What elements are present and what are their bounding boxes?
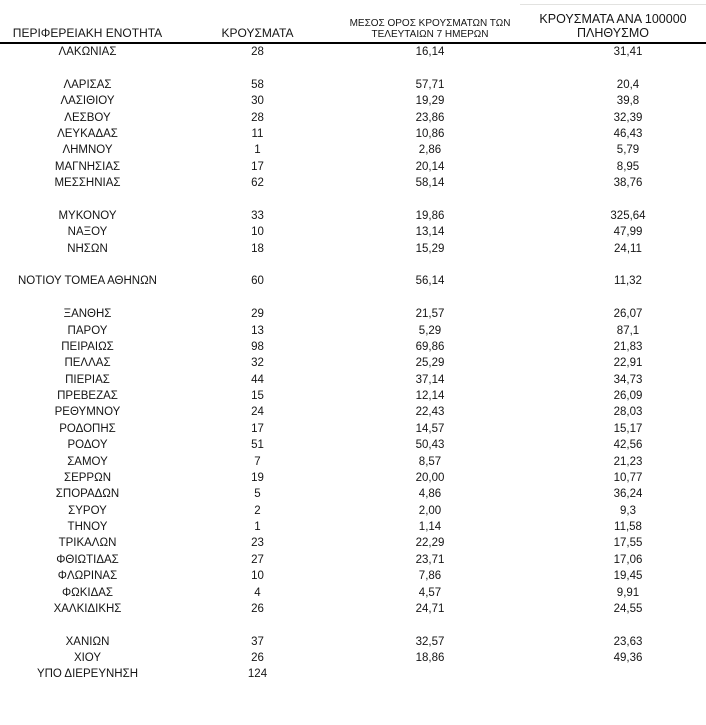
per100k-cell: 11,32	[614, 275, 642, 288]
cases-cell: 15	[251, 390, 264, 403]
avg7-cell: 4,57	[418, 586, 442, 599]
table-row-spacer	[0, 191, 706, 207]
table-row	[0, 519, 706, 535]
avg7-cell: 8,57	[418, 455, 442, 468]
per100k-cell: 22,91	[613, 357, 643, 370]
table-row	[0, 470, 706, 486]
per100k-cell: 17,55	[613, 537, 643, 550]
table-header-row	[0, 0, 706, 44]
cases-cell: 60	[251, 275, 264, 288]
region-cell: ΥΠΟ ΔΙΕΡΕΥΝΗΣΗ	[36, 668, 139, 681]
avg7-cell: 57,71	[415, 78, 445, 91]
region-cell: ΤΗΝΟΥ	[67, 521, 108, 534]
per100k-cell: 20,4	[616, 78, 640, 91]
cases-cell: 11	[251, 128, 264, 141]
per100k-cell: 46,43	[613, 128, 643, 141]
cases-cell: 26	[251, 602, 264, 615]
avg7-cell: 20,14	[415, 160, 445, 173]
per100k-cell: 5,79	[616, 144, 640, 157]
avg7-cell: 22,29	[415, 537, 445, 550]
cases-cell: 29	[251, 308, 264, 321]
region-cell: ΜΑΓΝΗΣΙΑΣ	[54, 160, 121, 173]
per100k-cell: 17,06	[613, 553, 643, 566]
cases-cell: 30	[251, 95, 264, 108]
avg7-cell: 5,29	[418, 324, 442, 337]
column-header-avg7-line1: ΜΕΣΟΣ ΟΡΟΣ ΚΡΟΥΣΜΑΤΩΝ ΤΩΝ	[349, 17, 511, 29]
avg7-cell: 69,86	[415, 340, 445, 353]
cases-cell: 51	[251, 439, 264, 452]
table-row	[0, 421, 706, 437]
cases-cell: 23	[251, 537, 264, 550]
table-row	[0, 355, 706, 371]
cases-cell: 17	[251, 160, 264, 173]
table-row	[0, 175, 706, 191]
table-row	[0, 503, 706, 519]
region-cell: ΦΩΚΙΔΑΣ	[61, 586, 114, 599]
cases-cell: 27	[251, 553, 264, 566]
cases-cell: 4	[254, 586, 261, 599]
region-cell: ΣΑΜΟΥ	[67, 455, 108, 468]
table-row	[0, 453, 706, 469]
region-cell: ΠΕΛΛΑΣ	[64, 357, 111, 370]
column-header-per100k	[520, 12, 706, 40]
per100k-cell: 21,83	[613, 340, 643, 353]
region-cell: ΠΙΕΡΙΑΣ	[65, 373, 110, 386]
region-cell: ΛΑΚΩΝΙΑΣ	[58, 46, 117, 59]
region-cell: ΠΕΙΡΑΙΩΣ	[61, 340, 114, 353]
avg7-cell: 10,86	[415, 128, 445, 141]
region-cell: ΜΥΚΟΝΟΥ	[58, 209, 117, 222]
avg7-cell: 13,14	[415, 226, 445, 239]
per100k-cell: 34,73	[613, 373, 643, 386]
table-row	[0, 535, 706, 551]
table-row	[0, 224, 706, 240]
region-cell: ΡΟΔΟΥ	[67, 439, 108, 452]
table-row	[0, 650, 706, 666]
table-row-spacer	[0, 617, 706, 633]
cases-cell: 26	[251, 652, 264, 665]
avg7-cell: 19,86	[415, 209, 445, 222]
table-rows	[0, 44, 706, 683]
table-row	[0, 339, 706, 355]
avg7-cell: 4,86	[418, 488, 442, 501]
region-cell: ΠΡΕΒΕΖΑΣ	[57, 390, 118, 403]
region-cell: ΛΗΜΝΟΥ	[62, 144, 113, 157]
cases-cell: 62	[251, 177, 264, 190]
per100k-cell: 47,99	[613, 226, 643, 239]
cases-cell: 1	[254, 521, 261, 534]
per100k-cell: 325,64	[610, 209, 646, 222]
table-row	[0, 437, 706, 453]
per100k-cell: 36,24	[613, 488, 643, 501]
table-row	[0, 552, 706, 568]
table-row	[0, 306, 706, 322]
per100k-cell: 39,8	[616, 95, 640, 108]
cases-cell: 5	[254, 488, 261, 501]
region-cell: ΝΗΣΩΝ	[67, 242, 108, 255]
table-row	[0, 601, 706, 617]
avg7-cell: 2,00	[418, 504, 442, 517]
per100k-cell: 26,07	[613, 308, 643, 321]
avg7-cell: 14,57	[415, 422, 445, 435]
table-row	[0, 208, 706, 224]
per100k-cell: 19,45	[613, 570, 643, 583]
avg7-cell: 25,29	[415, 357, 445, 370]
region-cell: ΝΑΞΟΥ	[67, 226, 108, 239]
table-row	[0, 372, 706, 388]
avg7-cell: 58,14	[415, 177, 445, 190]
region-cell: ΧΑΛΚΙΔΙΚΗΣ	[53, 602, 122, 615]
table-row	[0, 159, 706, 175]
per100k-cell: 87,1	[616, 324, 640, 337]
region-cell: ΛΑΣΙΘΙΟΥ	[60, 95, 115, 108]
avg7-cell: 18,86	[415, 652, 445, 665]
table-row	[0, 44, 706, 60]
table-row	[0, 634, 706, 650]
cases-cell: 28	[251, 111, 264, 124]
avg7-cell: 21,57	[415, 308, 445, 321]
table-row	[0, 388, 706, 404]
avg7-cell: 16,14	[415, 46, 445, 59]
cases-cell: 33	[251, 209, 264, 222]
cases-cell: 19	[251, 471, 264, 484]
column-header-avg7-line2: ΤΕΛΕΥΤΑΙΩΝ 7 ΗΜΕΡΩΝ	[371, 28, 489, 40]
per100k-cell: 21,23	[613, 455, 643, 468]
region-cell: ΠΑΡΟΥ	[67, 324, 108, 337]
column-header-per100k-line1: ΚΡΟΥΣΜΑΤΑ ΑΝΑ 100000	[539, 12, 687, 26]
cases-cell: 17	[251, 422, 264, 435]
avg7-cell: 1,14	[418, 521, 442, 534]
table-row	[0, 584, 706, 600]
cases-cell: 1	[254, 144, 261, 157]
region-cell: ΝΟΤΙΟΥ ΤΟΜΕΑ ΑΘΗΝΩΝ	[18, 275, 157, 288]
table-row	[0, 273, 706, 289]
cases-cell: 98	[251, 340, 264, 353]
column-header-region: ΠΕΡΙΦΕΡΕΙΑΚΗ ΕΝΟΤΗΤΑ	[12, 25, 163, 40]
per100k-cell: 26,09	[613, 390, 643, 403]
per100k-cell: 42,56	[613, 439, 643, 452]
table-row	[0, 666, 706, 682]
per100k-cell: 10,77	[613, 471, 643, 484]
per100k-cell: 15,17	[613, 422, 643, 435]
avg7-cell: 22,43	[415, 406, 445, 419]
region-cell: ΦΘΙΩΤΙΔΑΣ	[56, 553, 119, 566]
cases-cell: 32	[251, 357, 264, 370]
avg7-cell: 7,86	[418, 570, 442, 583]
region-cell: ΣΥΡΟΥ	[68, 504, 107, 517]
cases-cell: 2	[254, 504, 261, 517]
cases-cell: 58	[251, 78, 264, 91]
table-row	[0, 110, 706, 126]
avg7-cell: 50,43	[415, 439, 445, 452]
region-cell: ΛΕΥΚΑΔΑΣ	[57, 128, 118, 141]
table-row	[0, 486, 706, 502]
per100k-cell: 9,91	[616, 586, 640, 599]
region-cell: ΣΕΡΡΩΝ	[63, 471, 112, 484]
cases-cell: 124	[247, 668, 268, 681]
region-cell: ΜΕΣΣΗΝΙΑΣ	[54, 177, 121, 190]
per100k-cell: 8,95	[616, 160, 640, 173]
cases-cell: 24	[251, 406, 264, 419]
avg7-cell: 56,14	[415, 275, 445, 288]
table-row	[0, 322, 706, 338]
table-row-spacer	[0, 290, 706, 306]
avg7-cell: 23,86	[415, 111, 445, 124]
region-cell: ΡΟΔΟΠΗΣ	[59, 422, 116, 435]
region-cell: ΡΕΘΥΜΝΟΥ	[54, 406, 121, 419]
table-row	[0, 568, 706, 584]
per100k-cell: 23,63	[613, 635, 643, 648]
column-header-per100k-line2: ΠΛΗΘΥΣΜΟ	[577, 26, 649, 40]
cases-cell: 37	[251, 635, 264, 648]
region-cell: ΤΡΙΚΑΛΩΝ	[58, 537, 117, 550]
cases-cell: 18	[251, 242, 264, 255]
cases-cell: 28	[251, 46, 264, 59]
cases-cell: 10	[251, 226, 264, 239]
table-row-spacer	[0, 257, 706, 273]
column-header-cases: ΚΡΟΥΣΜΑΤΑ	[221, 25, 294, 40]
avg7-cell: 23,71	[415, 553, 445, 566]
per100k-cell: 31,41	[613, 46, 643, 59]
region-cell: ΛΑΡΙΣΑΣ	[63, 78, 112, 91]
column-header-avg7	[340, 18, 520, 40]
per100k-cell: 24,11	[614, 242, 642, 255]
avg7-cell: 37,14	[415, 373, 445, 386]
per100k-cell: 24,55	[613, 602, 643, 615]
cases-cell: 10	[251, 570, 264, 583]
per100k-cell: 49,36	[613, 652, 643, 665]
cases-cell: 7	[254, 455, 261, 468]
region-cell: ΣΠΟΡΑΔΩΝ	[55, 488, 120, 501]
per100k-cell: 9,3	[620, 504, 636, 517]
region-cell: ΦΛΩΡΙΝΑΣ	[57, 570, 118, 583]
cases-cell: 13	[251, 324, 264, 337]
table-row	[0, 142, 706, 158]
avg7-cell: 19,29	[415, 95, 445, 108]
avg7-cell: 2,86	[418, 144, 442, 157]
region-cell: ΧΙΟΥ	[73, 652, 102, 665]
avg7-cell: 32,57	[415, 635, 445, 648]
per100k-cell: 32,39	[613, 111, 643, 124]
avg7-cell: 24,71	[415, 602, 445, 615]
table-row-spacer	[0, 60, 706, 76]
per100k-cell: 11,58	[614, 521, 642, 534]
avg7-cell: 15,29	[415, 242, 445, 255]
table-row	[0, 77, 706, 93]
cases-cell: 44	[251, 373, 264, 386]
region-cell: ΛΕΣΒΟΥ	[64, 111, 111, 124]
table-row	[0, 241, 706, 257]
per100k-cell: 38,76	[613, 177, 643, 190]
table-row	[0, 126, 706, 142]
avg7-cell: 12,14	[415, 390, 445, 403]
avg7-cell: 20,00	[415, 471, 445, 484]
per100k-cell: 28,03	[613, 406, 643, 419]
table-row	[0, 404, 706, 420]
region-cell: ΞΑΝΘΗΣ	[63, 308, 112, 321]
region-cell: ΧΑΝΙΩΝ	[65, 635, 110, 648]
table-row	[0, 93, 706, 109]
